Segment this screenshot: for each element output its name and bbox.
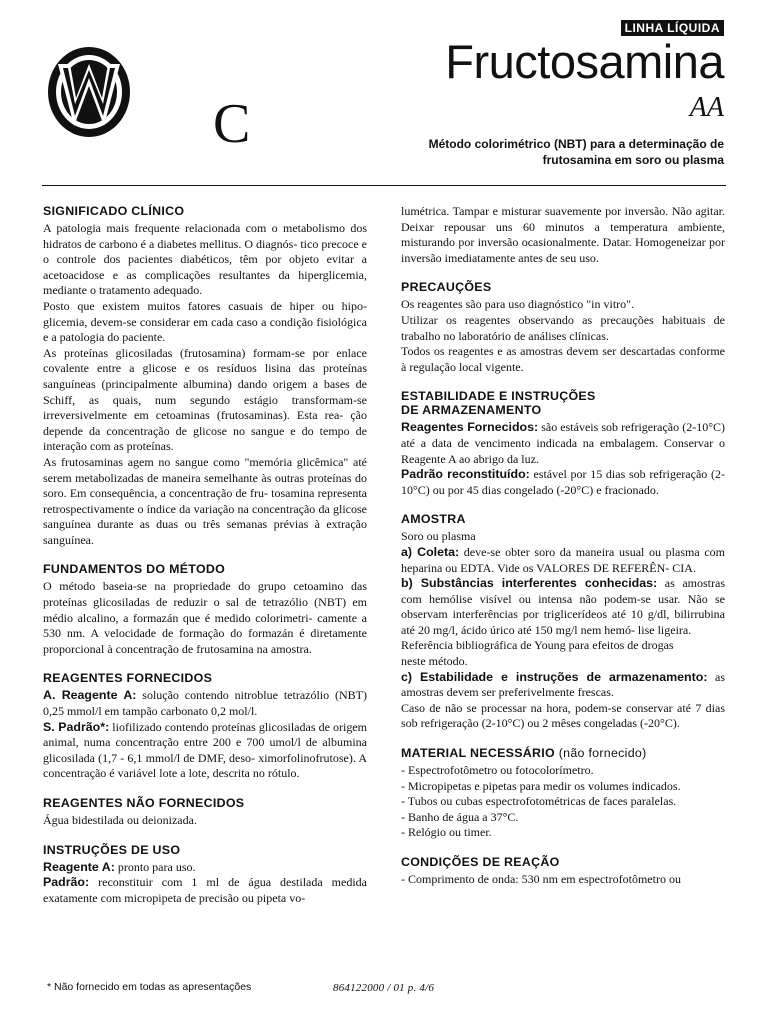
item-text: solução contendo nitroblue tetrazólio (NBT) 0,25 mmol/l em tampão carbonato 0,2 mol/l. (43, 688, 367, 719)
page-subtitle: AA (689, 92, 724, 123)
paragraph: Água bidestilada ou deionizada. (43, 813, 197, 827)
section-heading: PRECAUÇÕES (401, 280, 492, 295)
item-label: a) Coleta: (401, 544, 460, 559)
section-heading (401, 746, 725, 760)
paragraph (401, 670, 725, 701)
item-text: pronto para uso. (114, 859, 196, 874)
paragraph: - Comprimento de onda: 530 nm em espectrofotômetro ou (401, 872, 681, 886)
item-label: S. Padrão*: (43, 719, 110, 734)
item-text: deve-se obter soro da maneira usual ou plasma com heparina ou EDTA. Vide os VALORES DE REFERÊN- CIA. (401, 544, 725, 575)
item-label: Reagente A: (43, 859, 115, 874)
method-description: Método colorimétrico (NBT) para a determinação de frutosamina em soro ou plasma (428, 137, 724, 167)
item-text: estável por 15 dias sob refrigeração (2-10°C) ou por 45 dias congelado (-20°C) e fracionado. (401, 467, 725, 497)
paragraph (43, 688, 367, 719)
item-text: as amostras devem ser preferivelmente frescas. (401, 669, 725, 700)
paragraph (43, 875, 367, 906)
paragraph (401, 420, 725, 467)
product-line-badge: LINHA LÍQUIDA (621, 20, 724, 36)
paragraph (43, 860, 367, 876)
paragraph: A patologia mais frequente relacionada com o metabolismo dos hidratos de carbono é a diabetes mellitus. O diagnós- tico precoce e o controle dos pacientes diabéticos, têm por objeto evitar a acetoacidose e as complicações resultantes da hiperglicemia, mediante o tratamento adequado. (43, 221, 367, 298)
paragraph (43, 720, 367, 782)
item-label: Padrão: (43, 875, 90, 890)
paragraph: Caso de não se processar na hora, podem-se conservar até 7 dias sob refrigeração (2-10°C) ou 2 mêses congeladas (-20°C). (401, 700, 725, 731)
paragraph (401, 576, 725, 638)
item-label: b) Substâncias interferentes conhecidas: (401, 576, 658, 591)
item-text: são estáveis sob refrigeração (2-10°C) até a data de vencimento indicada na embalagem. Conservar o Reagente A ao abrigo da luz. (401, 420, 725, 466)
heading-line: DE ARMAZENAMENTO (401, 403, 542, 418)
section-heading: INSTRUÇÕES DE USO (43, 842, 181, 857)
footnote: * Não fornecido em todas as apresentações (47, 981, 252, 993)
heading-line: ESTABILIDADE E INSTRUÇÕES (401, 389, 596, 404)
item-label: A. Reagente A: (43, 688, 137, 703)
paragraph: neste método. (401, 654, 468, 669)
wiener-w-logo-icon (44, 42, 134, 142)
paragraph: Referência bibliográfica de Young para efeitos de drogas (401, 638, 674, 653)
page-title: Fructosamina (445, 35, 724, 88)
section-heading: FUNDAMENTOS DO MÉTODO (43, 562, 226, 577)
item-label: Reagentes Fornecidos: (401, 420, 539, 435)
section-heading: SIGNIFICADO CLÍNICO (43, 204, 185, 218)
item-text: reconstituir com 1 ml de água destilada medida exatamente com micropipeta de precisão ou pipeta vo- (43, 875, 367, 905)
list-item: - Banho de água a 37°C. (401, 809, 519, 824)
item-text: liofilizado contendo proteínas glicosiladas de origem animal, numa concentração entre 200 e 700 umol/l de albumina glicosilada (1,7 - 6,1 mmol/l de DMF, deso- ximorfolinofrutose). A concentração é variável lote a lote, descrita no rótulo. (43, 719, 368, 781)
section-heading: AMOSTRA (401, 512, 466, 527)
list-item: - Espectrofotômetro ou fotocolorímetro. (401, 763, 594, 778)
paragraph: Posto que existem muitos fatores casuais de hiper ou hipo- glicemia, devem-se considerar em cada caso a condição fisiológica e a patologia do paciente. (43, 298, 367, 345)
paragraph (401, 467, 725, 498)
paragraph: As frutosaminas agem no sangue como "memória glicêmica" até serem metabolizadas de maneira semelhante às outras proteínas do soro. Em consequência, a concentração de fru- tosamina representa retrospectivamente o índice da variação na concentração da glicose sanguínea durante as duas ou três semanas prévias à extração sanguínea. (43, 454, 367, 547)
paragraph (401, 545, 725, 576)
item-label: Padrão reconstituído: (401, 467, 530, 482)
paragraph: Utilizar os reagentes observando as precauções habituais de trabalho no laboratório de análises clínicas. (401, 312, 725, 343)
list-item: - Relógio ou timer. (401, 825, 492, 840)
right-column (401, 204, 725, 888)
paragraph: Soro ou plasma (401, 529, 476, 544)
heading-note: (não fornecido) (554, 746, 647, 761)
paragraph: As proteínas glicosiladas (frutosamina) formam-se por enlace covalente entre a glicose e os resíduos lisina das proteínas sanguíneas (principalmente albumina) dando origem a bases de Schiff, as quais, num segundo estágio transformam-se irreversivelmente em cetoaminas (frutosaminas). Esta rea- ção depende da concentração de glicose no sangue e do tempo de interação com as proteínas. (43, 345, 367, 454)
list-item: - Tubos ou cubas espectrofotométricas de faces paralelas. (401, 794, 677, 809)
section-heading: REAGENTES FORNECIDOS (43, 671, 213, 686)
section-heading (401, 389, 725, 417)
paragraph: lumétrica. Tampar e misturar suavemente por inversão. Não agitar. Deixar repousar uns 60 minutos a temperatura ambiente, misturando por inversão ocasionalmente. Datar. Homogeneizar por inversão imediatamente antes de seu uso. (401, 204, 725, 265)
header-divider (42, 185, 726, 186)
section-heading: REAGENTES NÃO FORNECIDOS (43, 796, 245, 810)
item-text: as amostras com hemólise visível ou intensa não podem-se usar. Não se observam interferências por triglicerídeos até 10 g/dl, bilirrubina até 20 mg/l, ácido úrico até 150 mg/l nem hemó- lise ligeira. (401, 576, 725, 637)
heading-main: MATERIAL NECESSÁRIO (401, 746, 555, 761)
list-item: - Micropipetas e pipetas para medir os volumes indicados. (401, 778, 681, 793)
page-reference: 864122000 / 01 p. 4/6 (333, 982, 435, 994)
left-column (43, 204, 367, 906)
section-heading: CONDIÇÕES DE REAÇÃO (401, 855, 560, 869)
paragraph: Os reagentes são para uso diagnóstico "in vitro". (401, 297, 635, 312)
item-label: c) Estabilidade e instruções de armazenamento: (401, 669, 708, 684)
c-mark: C (213, 93, 251, 155)
paragraph: Todos os reagentes e as amostras devem ser descartadas conforme à regulação local vigente. (401, 344, 725, 374)
paragraph: O método baseia-se na propriedade do grupo cetoamino das proteínas glicosiladas de reduzir o sal de tetrazólio (NBT) em médio alcalino, a formazán que é medido colorimetri- camente a 530 nm. A velocidade de formação do formazán é diretamente proporcional à concentração de frutosamina na amostra. (43, 579, 367, 656)
